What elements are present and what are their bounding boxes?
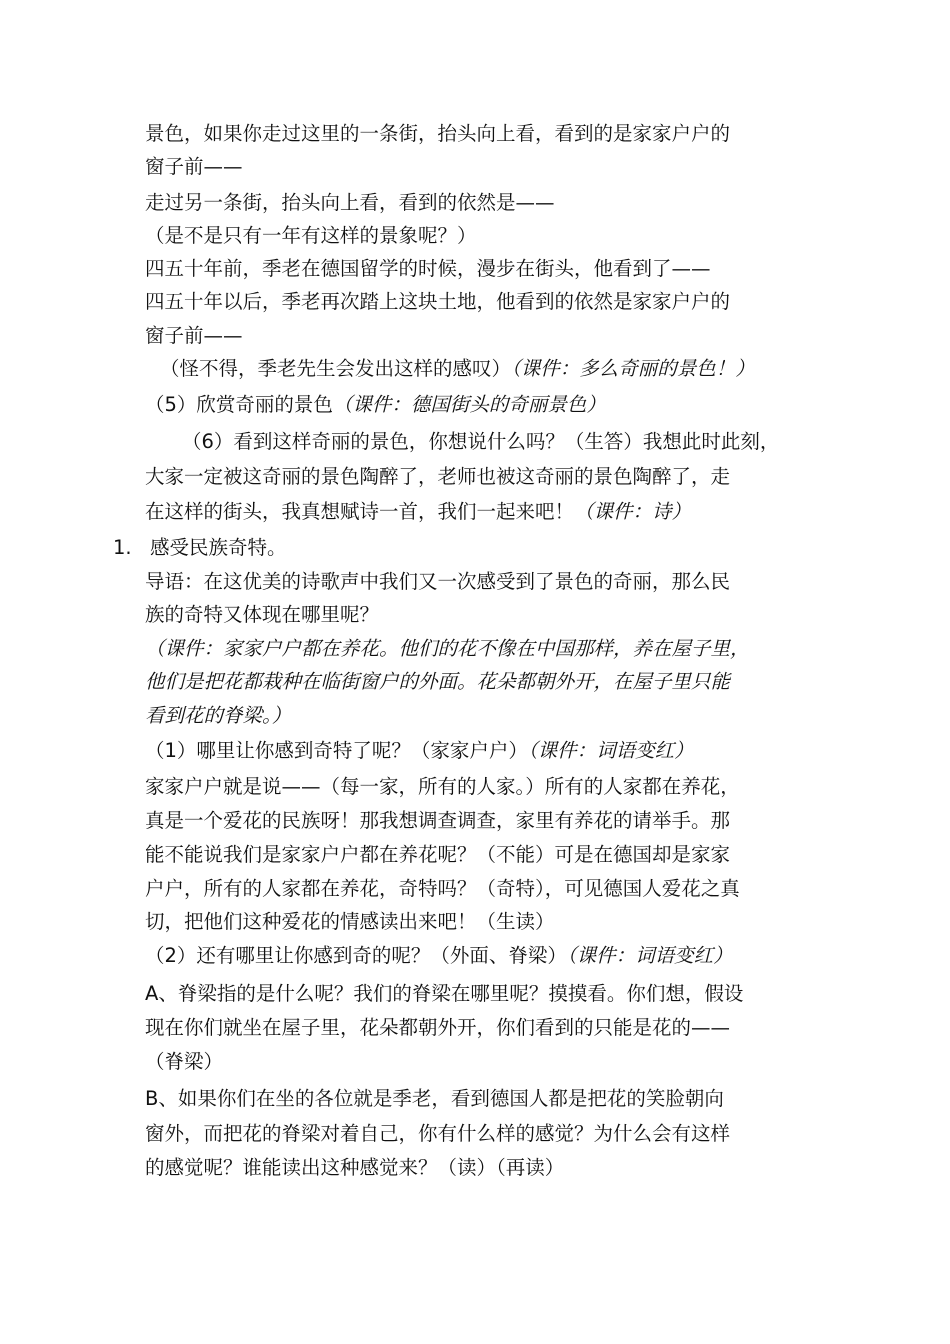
text-line: 能不能说我们是家家户户都在养花呢？（不能）可是在德国却是家家 bbox=[145, 843, 731, 866]
courseware-note: （课件：家家户户都在养花。他们的花不像在中国那样，养在屋子里， bbox=[145, 637, 750, 660]
text-line: 切，把他们这种爱花的情感读出来吧！（生读） bbox=[145, 910, 555, 933]
text-line: （6）看到这样奇丽的景色，你想说什么吗？（生答）我想此时此刻， bbox=[182, 430, 780, 453]
courseware-note: （课件：德国街头的奇丽景色） bbox=[332, 393, 606, 416]
courseware-note: （课件：词语变红） bbox=[527, 739, 694, 762]
text-line: 窗子前—— bbox=[145, 155, 243, 178]
text-line: 景色，如果你走过这里的一条街，抬头向上看，看到的是家家户户的 bbox=[145, 122, 731, 145]
courseware-note: （课件：诗） bbox=[574, 500, 692, 523]
list-number: 1. bbox=[113, 536, 132, 559]
section-heading: 感受民族奇特。 bbox=[150, 536, 287, 559]
text-line: （脊梁） bbox=[145, 1050, 224, 1073]
text-line: （1）哪里让你感到奇特了呢？（家家户户）（课件：词语变红） bbox=[145, 739, 694, 762]
text-line: （怪不得，季老先生会发出这样的感叹）（课件：多么奇丽的景色！） bbox=[160, 357, 755, 380]
text-line: 真是一个爱花的民族呀！那我想调查调查，家里有养花的请举手。那 bbox=[145, 809, 731, 832]
text-line: 窗子前—— bbox=[145, 324, 243, 347]
courseware-note: （课件：多么奇丽的景色！） bbox=[511, 357, 755, 380]
text-line: 窗外，而把花的脊梁对着自己，你有什么样的感觉？为什么会有这样 bbox=[145, 1122, 731, 1145]
text-line: 大家一定被这奇丽的景色陶醉了，老师也被这奇丽的景色陶醉了，走 bbox=[145, 465, 731, 488]
text-line: （2）还有哪里让你感到奇的呢？（外面、脊梁）（课件：词语变红） bbox=[145, 944, 733, 967]
text-line: 现在你们就坐在屋子里，花朵都朝外开，你们看到的只能是花的—— bbox=[145, 1016, 731, 1039]
text-line: （5）欣赏奇丽的景色（课件：德国街头的奇丽景色） bbox=[145, 393, 606, 416]
text-line: （是不是只有一年有这样的景象呢？） bbox=[145, 224, 477, 247]
text-line: 四五十年以后，季老再次踏上这块土地，他看到的依然是家家户户的 bbox=[145, 290, 731, 313]
courseware-note: 他们是把花都栽种在临街窗户的外面。花朵都朝外开，在屋子里只能 bbox=[145, 670, 731, 693]
text-line: 导语：在这优美的诗歌声中我们又一次感受到了景色的奇丽，那么民 bbox=[145, 570, 731, 593]
text-line: 四五十年前，季老在德国留学的时候，漫步在街头，他看到了—— bbox=[145, 257, 711, 280]
text-line: 走过另一条街，抬头向上看，看到的依然是—— bbox=[145, 191, 555, 214]
text-line: 家家户户就是说——（每一家，所有的人家。）所有的人家都在养花， bbox=[145, 775, 740, 798]
text-line: B、如果你们在坐的各位就是季老，看到德国人都是把花的笑脸朝向 bbox=[145, 1087, 724, 1110]
text-line: 族的奇特又体现在哪里呢？ bbox=[145, 603, 380, 626]
text-line: 户户，所有的人家都在养花，奇特吗？（奇特），可见德国人爱花之真 bbox=[145, 877, 740, 900]
text-line: 的感觉呢？谁能读出这种感觉来？（读）（再读） bbox=[145, 1156, 565, 1179]
text-line: 在这样的街头，我真想赋诗一首，我们一起来吧！（课件：诗） bbox=[145, 500, 692, 523]
text-line: A、脊梁指的是什么呢？我们的脊梁在哪里呢？摸摸看。你们想，假设 bbox=[145, 982, 744, 1005]
courseware-note: 看到花的脊梁。） bbox=[145, 704, 292, 727]
courseware-note: （课件：词语变红） bbox=[566, 944, 733, 967]
